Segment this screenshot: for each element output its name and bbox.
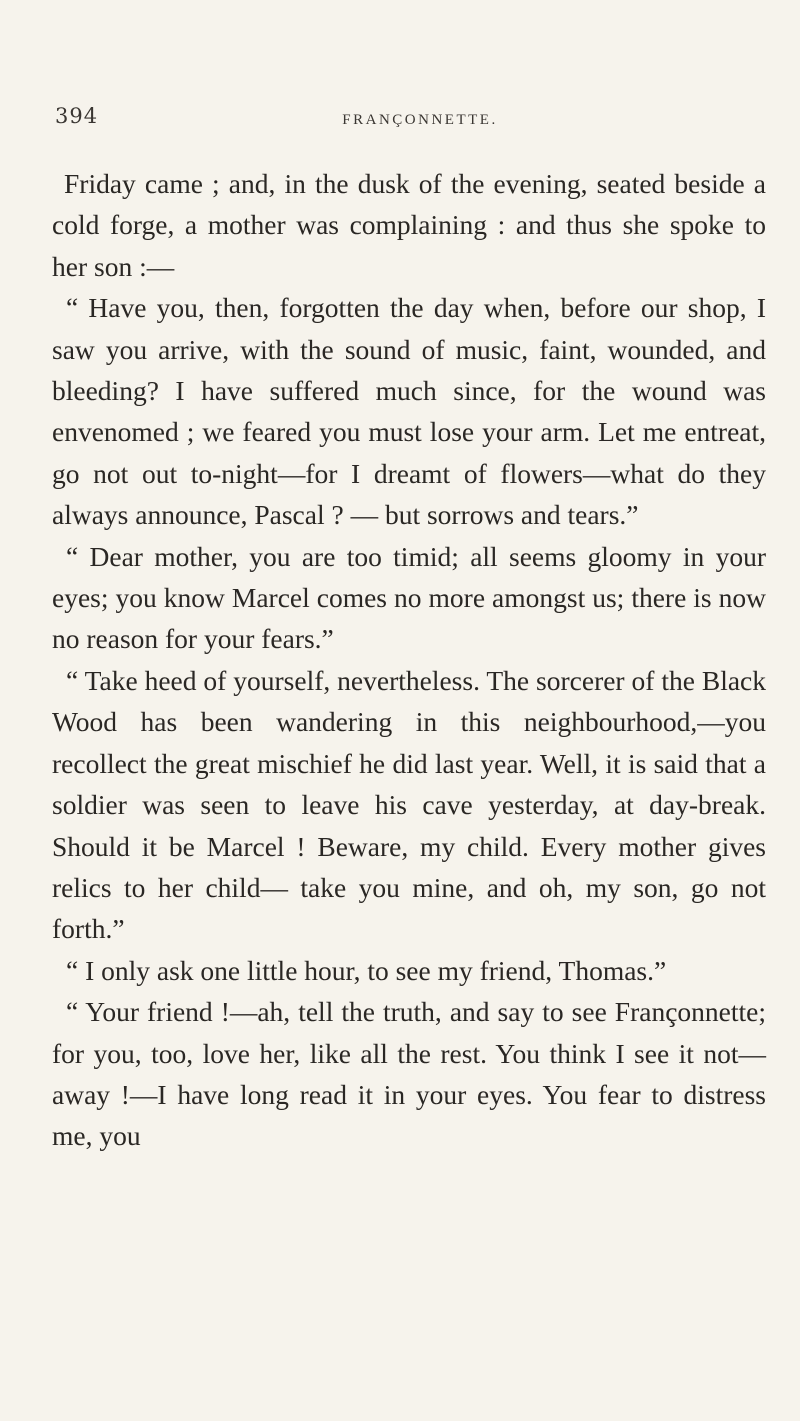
paragraph: “ Your friend !—ah, tell the truth, and say to see Françonnette; for you, too, love her, like all the rest. You think I see it not—away !—I have long read it in your eyes. You fear to distress me, you xyxy=(52,996,766,1152)
page-number: 394 xyxy=(55,104,99,128)
paragraph: “ Have you, then, forgotten the day when, before our shop, I saw you arrive, with the sound of music, faint, wounded, and bleeding? I have suffered much since, for the wound was envenomed ; we feared you must lose your arm. Let me entreat, go not out to-night—for I dreamt of flowers—what do they always announce, Pascal ? — but sorrows and tears.” xyxy=(52,292,766,531)
body-text xyxy=(52,163,766,1157)
paragraph: “ I only ask one little hour, to see my friend, Thomas.” xyxy=(66,954,667,986)
paragraph: “ Take heed of yourself, nevertheless. The sorcerer of the Black Wood has been wandering in this neighbourhood,—you recollect the great mischief he did last year. Well, it is said that a soldier was seen to leave his cave yesterday, at day-break. Should it be Marcel ! Beware, my child. Every mother gives relics to her child— take you mine, and oh, my son, go not forth.” xyxy=(52,664,766,945)
running-title: FRANÇONNETTE. xyxy=(342,112,498,128)
paragraph: Friday came ; and, in the dusk of the evening, seated beside a cold forge, a mother was complaining : and thus she spoke to her son :— xyxy=(52,168,766,282)
paragraph: “ Dear mother, you are too timid; all seems gloomy in your eyes; you know Marcel comes no more amongst us; there is now no reason for your fears.” xyxy=(52,540,766,655)
